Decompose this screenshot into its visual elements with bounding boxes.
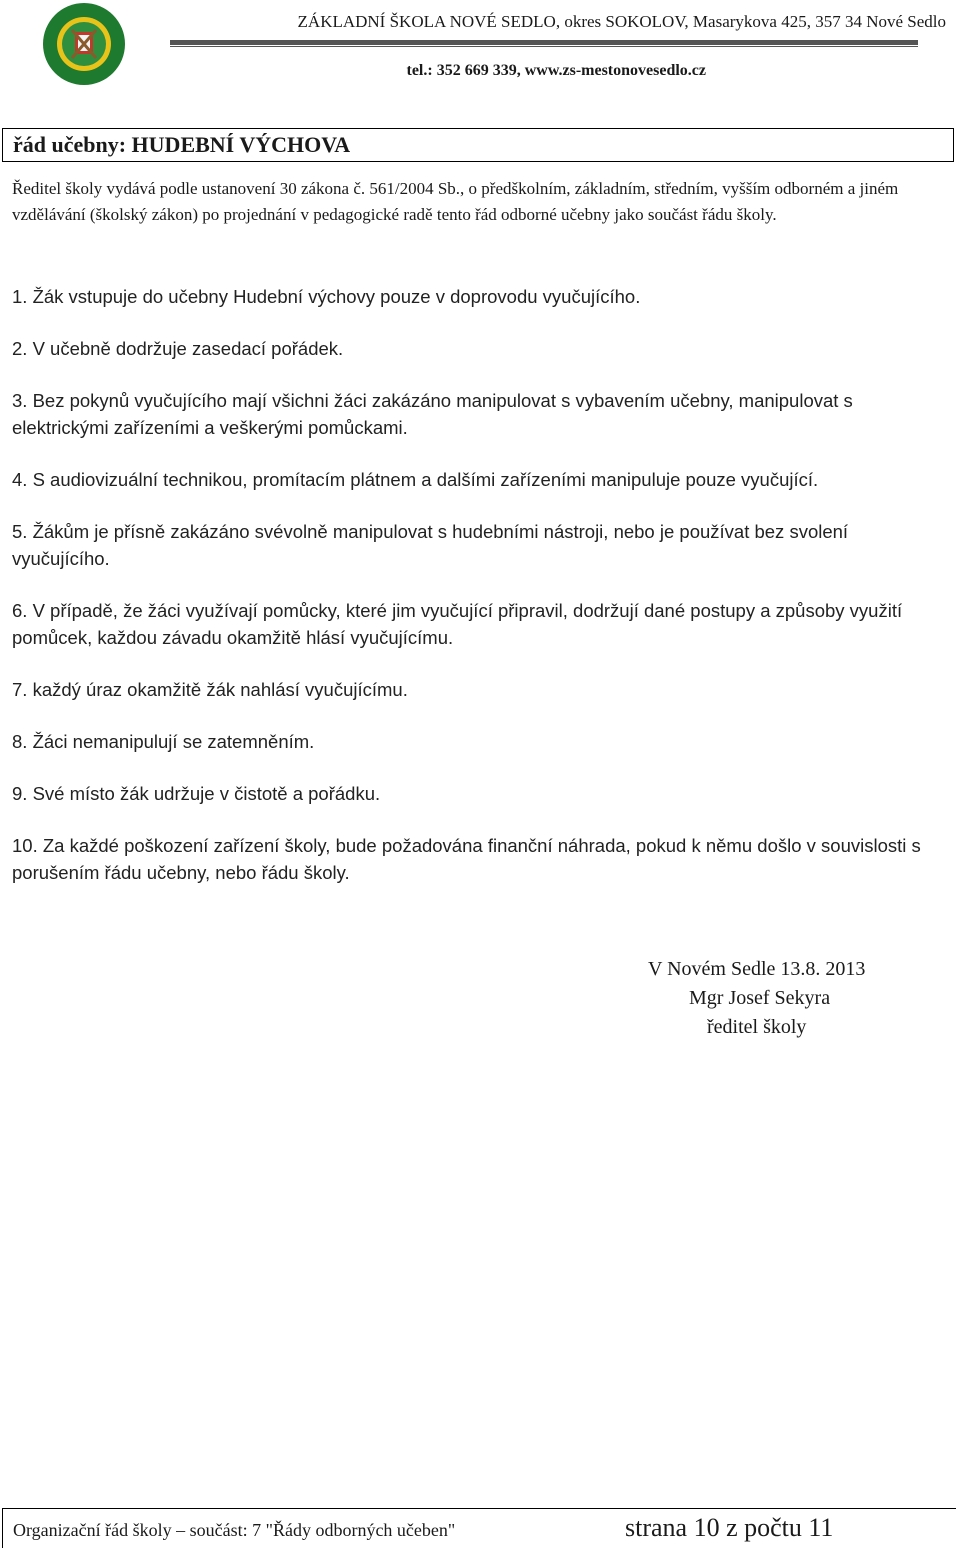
rule-item: 9. Své místo žák udržuje v čistotě a pořádku. — [12, 783, 381, 804]
rule-item: 6. V případě, že žáci využívají pomůcky, které jim vyučující připravil, dodržují dané postupy a způsoby využití pomůcek, každou závadu okamžitě hlásí vyučujícímu. — [12, 600, 903, 648]
school-emblem-icon — [42, 2, 126, 86]
rule-item: 2. V učebně dodržuje zasedací pořádek. — [12, 338, 344, 359]
rule-item: 10. Za každé poškození zařízení školy, bude požadována finanční náhrada, pokud k němu došlo v souvislosti s porušením řádu učebny, nebo řádu školy. — [12, 835, 921, 883]
school-contact-line: tel.: 352 669 339, www.zs-mestonovesedlo.cz — [406, 62, 706, 79]
school-address-line: ZÁKLADNÍ ŠKOLA NOVÉ SEDLO, okres SOKOLOV, Masarykova 425, 357 34 Nové Sedlo — [297, 12, 946, 31]
header-rule — [170, 40, 918, 45]
document-title: řád učebny: HUDEBNÍ VÝCHOVA — [13, 132, 351, 157]
page-header — [0, 0, 960, 110]
rule-item: 7. každý úraz okamžitě žák nahlásí vyučujícímu. — [12, 679, 408, 700]
header-rule-thin — [170, 46, 918, 47]
rule-item: 1. Žák vstupuje do učebny Hudební výchovy pouze v doprovodu vyučujícího. — [12, 286, 641, 307]
signature-role: ředitel školy — [707, 1016, 807, 1038]
footer-page-number: strana 10 z počtu 11 — [625, 1513, 834, 1542]
signature-place-date: V Novém Sedle 13.8. 2013 — [648, 958, 866, 980]
rule-item: 4. S audiovizuální technikou, promítacím plátnem a dalšími zařízeními manipuluje pouze vyučující. — [12, 469, 819, 490]
rule-item: 5. Žákům je přísně zakázáno svévolně manipulovat s hudebními nástroji, nebo je používat bez svolení vyučujícího. — [12, 521, 849, 569]
signature-name: Mgr Josef Sekyra — [689, 987, 831, 1009]
intro-paragraph: Ředitel školy vydává podle ustanovení 30 zákona č. 561/2004 Sb., o předškolním, základním, středním, vyšším odborném a jiném vzdělávání (školský zákon) po projednání v pedagogické radě tento řád odborné učebny jako součást řádu školy. — [12, 179, 899, 224]
signature-block — [560, 955, 960, 1042]
rules-list — [12, 283, 942, 886]
rule-item: 3. Bez pokynů vyučujícího mají všichni žáci zakázáno manipulovat s vybavením učebny, manipulovat s elektrickými zařízeními a veškerými pomůckami. — [12, 390, 853, 438]
footer-document-name: Organizační řád školy – součást: 7 "Řády odborných učeben" — [13, 1520, 456, 1540]
page-footer — [2, 1508, 956, 1548]
document-title-box — [2, 128, 954, 162]
rule-item: 8. Žáci nemanipulují se zatemněním. — [12, 731, 315, 752]
